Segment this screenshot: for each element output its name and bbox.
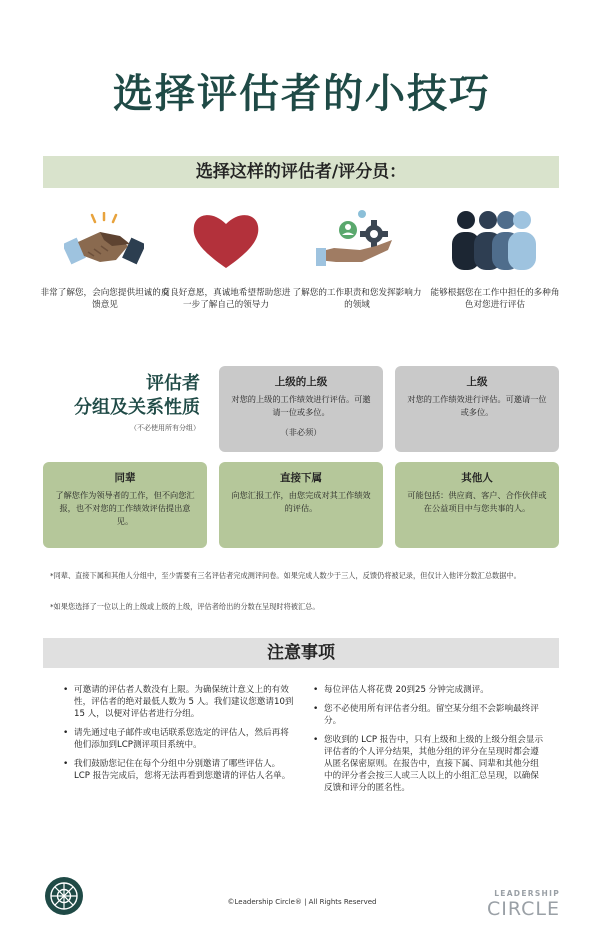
note-item: • 我们鼓励您记住在每个分组中分别邀请了哪些评估人。LCP 报告完成后，您将无法再看到您邀请的评估人名单。 — [62, 758, 294, 782]
rater-groups-title-line2: 分组及关系性质 — [74, 397, 200, 418]
note-item: • 可邀请的评估者人数没有上限。为确保统计意义上的有效性，评估者的绝对最低人数为 5 人。我们建议您邀请10到15 人，以便对评估者进行分组。 — [62, 684, 294, 720]
group-peers-title: 同辈 — [114, 472, 136, 484]
group-others-title: 其他人 — [461, 472, 493, 484]
brand-logo-bottom: CIRCLE — [487, 898, 560, 920]
group-direct-reports — [219, 462, 383, 548]
rater-groups-title-line1: 评估者 — [146, 373, 200, 394]
brand-logo-top: LEADERSHIP — [494, 889, 560, 898]
choose-caption-4: 能够根据您在工作中担任的多种角色对您进行评估 — [430, 288, 560, 310]
people-group-icon — [450, 208, 538, 272]
note-item: • 请先通过电子邮件或电话联系您选定的评估人，然后再将他们添加到LCP测评项目系统中。 — [62, 727, 294, 751]
group-boss-boss-desc: 对您的上级的工作绩效进行评估。可邀请一位或多位。 — [231, 394, 371, 417]
choose-caption-1: 非常了解您，会向您提供坦诚的反馈意见 — [40, 288, 170, 310]
handshake-icon — [64, 212, 144, 272]
group-boss-boss-optional: （非必须） — [280, 427, 322, 437]
choose-caption-3: 了解您的工作职责和您发挥影响力的领域 — [292, 288, 422, 310]
group-peers — [43, 462, 207, 548]
page-title: 选择评估者的小技巧 — [113, 71, 491, 117]
group-boss — [395, 366, 559, 452]
group-boss-boss — [219, 366, 383, 452]
notes-left-column — [62, 684, 294, 789]
note-item: • 您不必使用所有评估者分组。留空某分组不会影响最终评分。 — [312, 703, 544, 727]
group-peers-desc: 了解您作为领导者的工作，但不向您汇报，也不对您的工作绩效评估提出意见。 — [55, 490, 195, 526]
group-direct-reports-desc: 向您汇报工作，由您完成对其工作绩效的评估。 — [231, 490, 371, 513]
footnote-2: *如果您选择了一位以上的上级或上级的上级，评估者给出的分数在呈现时将被汇总。 — [50, 602, 320, 611]
group-boss-title: 上级 — [466, 376, 488, 388]
note-item: • 您收到的 LCP 报告中，只有上级和上级的上级分组会显示评估者的个人评分结果，其他分组的评分在呈现时都会遵从匿名保密原则。在报告中，直接下属、同辈和其他分组中的评分者会按三人或三人以上的小组汇总呈现，以确保反馈和评分的匿名性。 — [312, 734, 544, 794]
note-item: • 每位评估人将花费 20到25 分钟完成测评。 — [312, 684, 544, 696]
circle-logo-icon — [44, 876, 84, 916]
footnote-1: *同辈、直接下属和其他人分组中，至少需要有三名评估者完成测评问卷。如果完成人数少于三人，反馈仍将被记录，但仅计入他评分数汇总数据中。 — [50, 571, 521, 580]
choose-raters-heading: 选择这样的评估者/评分员： — [43, 156, 559, 188]
copyright: ©Leadership Circle® | All Rights Reserved — [227, 898, 377, 906]
hand-gear-icon — [314, 208, 398, 272]
rater-groups-note: （不必使用所有分组） — [130, 424, 200, 432]
choose-caption-2: 有良好意愿，真诚地希望帮助您进一步了解自己的领导力 — [161, 288, 291, 310]
group-others-desc: 可能包括：供应商、客户、合作伙伴或在公益项目中与您共事的人。 — [407, 490, 547, 513]
group-boss-boss-title: 上级的上级 — [274, 376, 328, 388]
rater-groups-title — [43, 372, 200, 420]
group-direct-reports-title: 直接下属 — [280, 472, 322, 484]
notes-right-column — [312, 684, 544, 801]
group-others — [395, 462, 559, 548]
group-boss-desc: 对您的工作绩效进行评估。可邀请一位或多位。 — [407, 394, 547, 417]
notes-heading: 注意事项 — [43, 638, 559, 668]
heart-icon — [190, 210, 262, 272]
